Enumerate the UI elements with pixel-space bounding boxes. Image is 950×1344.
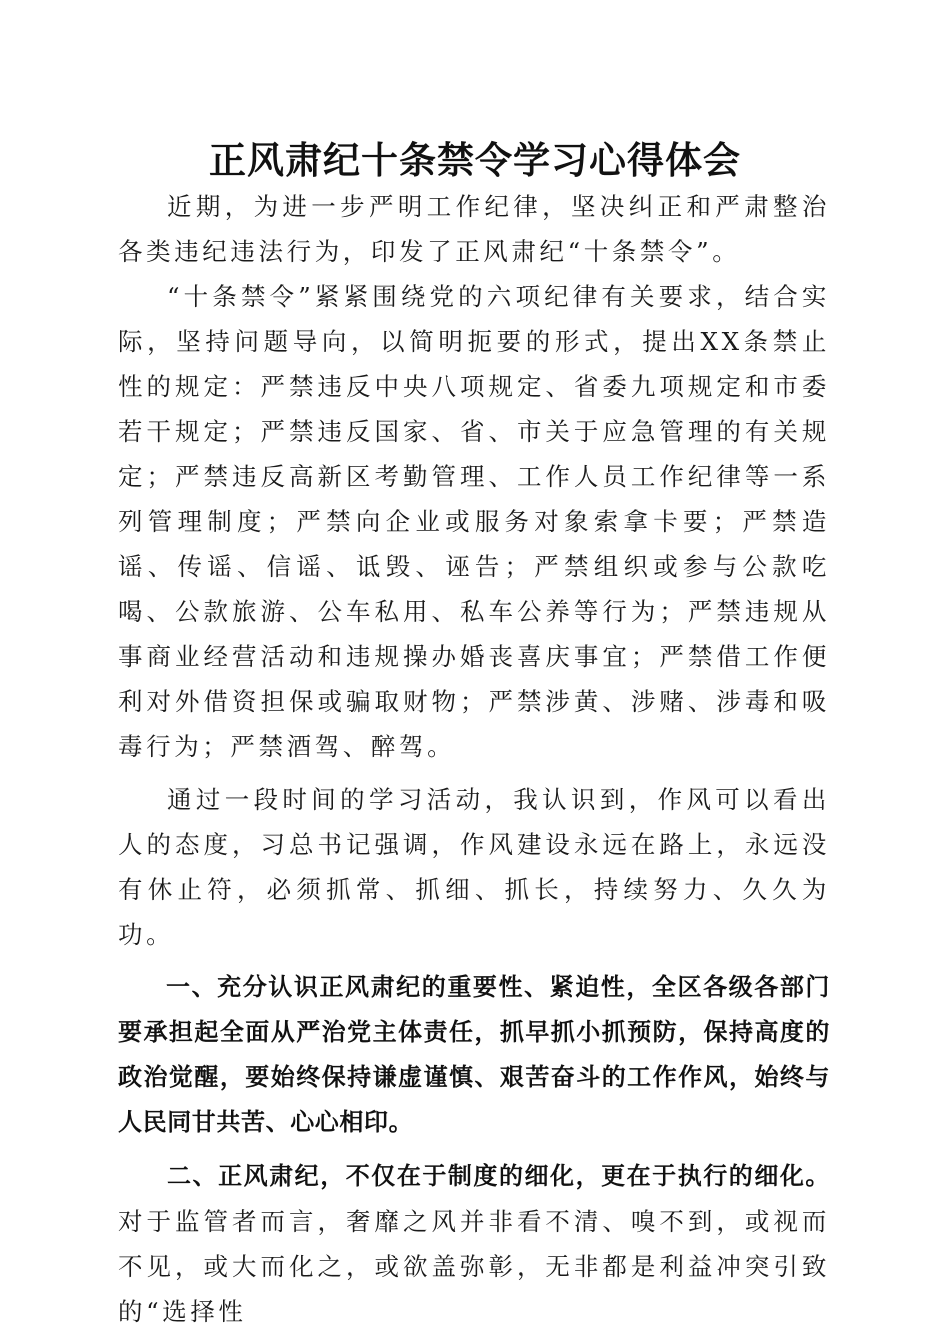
section-two-text: 对于监管者而言，奢靡之风并非看不清、嗅不到，或视而不见，或大而化之，或欲盖弥彰，无非都是利益冲突引致的“选择性	[118, 1207, 830, 1326]
section-two	[118, 1153, 830, 1334]
section-two-heading: 二、正风肃纪，不仅在于制度的细化，更在于执行的细化。	[167, 1162, 830, 1190]
section-one: 一、充分认识正风肃纪的重要性、紧迫性，全区各级各部门要承担起全面从严治党主体责任，抓早抓小抓预防，保持高度的政治觉醒，要始终保持谦虚谨慎、艰苦奋斗的工作作风，始终与人民同甘共苦、心心相印。	[118, 973, 830, 1136]
paragraph-intro: 近期，为进一步严明工作纪律，坚决纠正和严肃整治各类违纪违法行为，印发了正风肃纪“十条禁令”。	[118, 192, 830, 266]
document-title: 正风肃纪十条禁令学习心得体会	[209, 138, 741, 182]
document-body	[118, 184, 830, 1334]
paragraph-ten-prohibitions: “十条禁令”紧紧围绕党的六项纪律有关要求，结合实际，坚持问题导向，以简明扼要的形式，提出XX条禁止性的规定：严禁违反中央八项规定、省委九项规定和市委若干规定；严禁违反国家、省、市关于应急管理的有关规定；严禁违反高新区考勤管理、工作人员工作纪律等一系列管理制度；严禁向企业或服务对象索拿卡要；严禁造谣、传谣、信谣、诋毁、诬告；严禁组织或参与公款吃喝、公款旅游、公车私用、私车公养等行为；严禁违规从事商业经营活动和违规操办婚丧喜庆事宜；严禁借工作便利对外借资担保或骗取财物；严禁涉黄、涉赌、涉毒和吸毒行为；严禁酒驾、醉驾。	[118, 282, 830, 761]
paragraph-understanding: 通过一段时间的学习活动，我认识到，作风可以看出人的态度，习总书记强调，作风建设永远在路上，永远没有休止符，必须抓常、抓细、抓长，持续努力、久久为功。	[118, 785, 830, 949]
